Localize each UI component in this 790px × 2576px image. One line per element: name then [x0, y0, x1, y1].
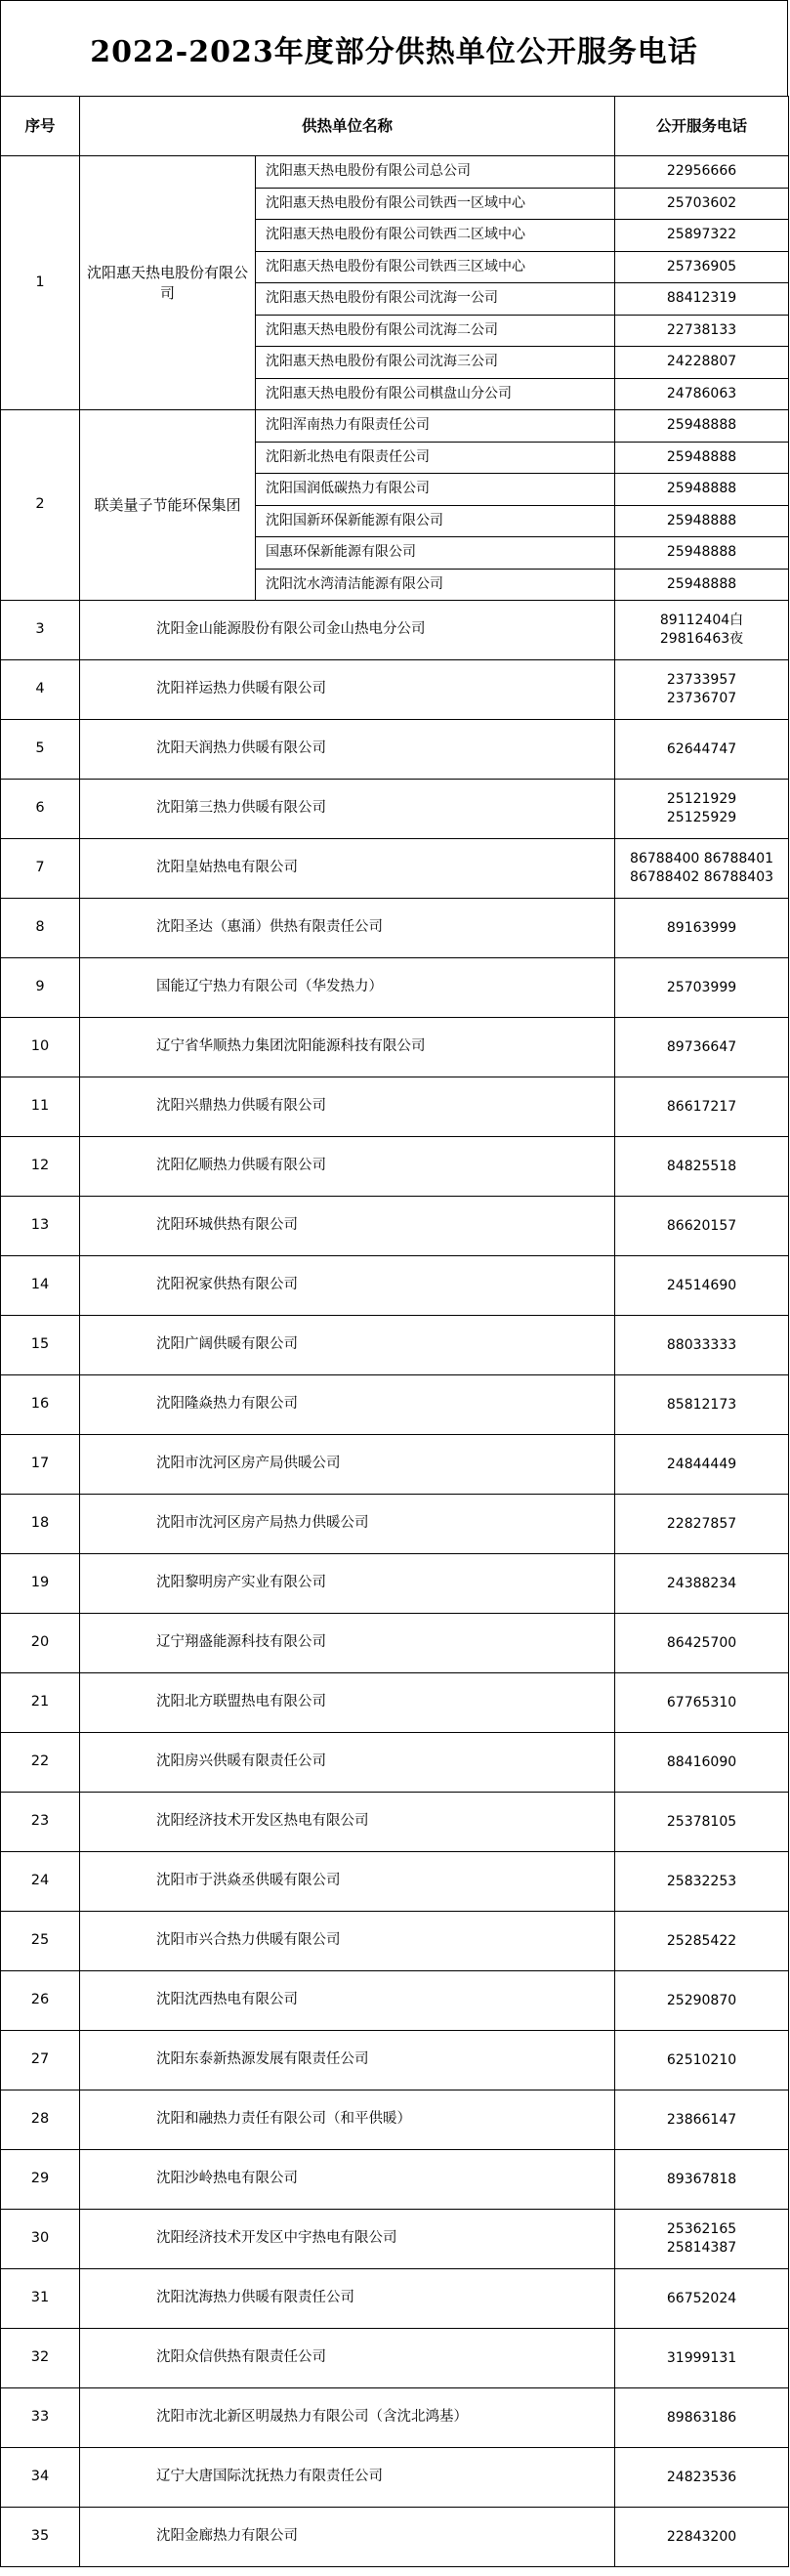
sub-unit-tel: 25897322 — [615, 220, 789, 252]
sub-unit-tel: 24228807 — [615, 347, 789, 379]
unit-name: 辽宁翔盛能源科技有限公司 — [80, 1614, 615, 1673]
unit-name: 沈阳皇姑热电有限公司 — [80, 839, 615, 899]
table-body — [1, 156, 789, 2567]
sub-unit-tel: 25948888 — [615, 505, 789, 537]
tel-number: 62644747 — [666, 740, 737, 757]
tel-number: 89367818 — [666, 2171, 737, 2187]
unit-tel — [615, 1554, 789, 1614]
row-seq: 16 — [1, 1375, 80, 1435]
tel-number: 22827857 — [666, 1515, 737, 1532]
table-row — [1, 1852, 789, 1912]
table-row — [1, 1614, 789, 1673]
row-seq: 21 — [1, 1673, 80, 1733]
tel-number: 24388234 — [666, 1575, 737, 1591]
table-row — [1, 2508, 789, 2567]
tel-number: 86620157 — [666, 1217, 737, 1234]
row-seq: 15 — [1, 1316, 80, 1375]
sub-unit-tel: 25948888 — [615, 474, 789, 506]
unit-name: 国能辽宁热力有限公司（华发热力） — [80, 958, 615, 1018]
unit-tel — [615, 1733, 789, 1793]
tel-number: 67765310 — [666, 1694, 737, 1710]
row-seq: 24 — [1, 1852, 80, 1912]
unit-tel — [615, 1852, 789, 1912]
sub-unit-tel: 25948888 — [615, 537, 789, 570]
unit-name: 沈阳经济技术开发区热电有限公司 — [80, 1793, 615, 1852]
unit-name: 沈阳沙岭热电有限公司 — [80, 2150, 615, 2210]
table-row — [1, 1375, 789, 1435]
row-seq: 2 — [1, 410, 80, 601]
sub-unit-name: 沈阳国新环保新能源有限公司 — [256, 505, 615, 537]
tel-number: 86617217 — [666, 1098, 737, 1115]
tel-number: 25285422 — [666, 1932, 737, 1949]
table-row — [1, 1435, 789, 1495]
tel-number: 29816463夜 — [659, 631, 744, 647]
sub-unit-tel: 25948888 — [615, 410, 789, 443]
unit-tel — [615, 899, 789, 958]
unit-name: 沈阳祝家供热有限公司 — [80, 1256, 615, 1316]
row-seq: 34 — [1, 2448, 80, 2508]
sub-unit-tel: 25948888 — [615, 569, 789, 601]
row-seq: 18 — [1, 1495, 80, 1554]
unit-name: 沈阳第三热力供暖有限公司 — [80, 780, 615, 839]
row-seq: 8 — [1, 899, 80, 958]
unit-tel — [615, 780, 789, 839]
unit-name: 沈阳市于洪焱丞供暖有限公司 — [80, 1852, 615, 1912]
unit-tel — [615, 958, 789, 1018]
tel-number: 89863186 — [666, 2409, 737, 2426]
unit-name: 沈阳东泰新热源发展有限责任公司 — [80, 2031, 615, 2090]
table-row — [1, 1912, 789, 1971]
unit-name: 沈阳市沈河区房产局热力供暖公司 — [80, 1495, 615, 1554]
unit-name: 沈阳北方联盟热电有限公司 — [80, 1673, 615, 1733]
tel-number: 25378105 — [666, 1813, 737, 1830]
unit-tel — [615, 2090, 789, 2150]
tel-number: 89163999 — [666, 919, 737, 936]
sub-unit-tel: 25703602 — [615, 188, 789, 220]
unit-tel — [615, 2150, 789, 2210]
unit-name: 沈阳广阔供暖有限公司 — [80, 1316, 615, 1375]
table-row — [1, 660, 789, 720]
table-row — [1, 1316, 789, 1375]
unit-tel — [615, 1435, 789, 1495]
row-seq: 3 — [1, 601, 80, 660]
sub-unit-tel: 25948888 — [615, 442, 789, 474]
unit-name: 沈阳金山能源股份有限公司金山热电分公司 — [80, 601, 615, 660]
unit-tel — [615, 1673, 789, 1733]
tel-number: 85812173 — [666, 1396, 737, 1413]
row-seq: 26 — [1, 1971, 80, 2031]
tel-number: 23733957 — [666, 672, 737, 689]
unit-tel — [615, 1971, 789, 2031]
unit-name: 沈阳圣达（惠涌）供热有限责任公司 — [80, 899, 615, 958]
tel-number: 86788402 86788403 — [630, 869, 774, 885]
sub-unit-name: 沈阳惠天热电股份有限公司棋盘山分公司 — [256, 378, 615, 410]
row-seq: 23 — [1, 1793, 80, 1852]
row-seq: 20 — [1, 1614, 80, 1673]
unit-tel — [615, 839, 789, 899]
table-row — [1, 1733, 789, 1793]
unit-name: 沈阳和融热力责任有限公司（和平供暖） — [80, 2090, 615, 2150]
unit-tel — [615, 1256, 789, 1316]
unit-name: 沈阳众信供热有限责任公司 — [80, 2329, 615, 2388]
sub-unit-tel: 24786063 — [615, 378, 789, 410]
unit-tel — [615, 660, 789, 720]
table-row — [1, 2150, 789, 2210]
row-seq: 30 — [1, 2210, 80, 2269]
table-row — [1, 1495, 789, 1554]
unit-tel — [615, 601, 789, 660]
sub-unit-tel: 22738133 — [615, 315, 789, 347]
unit-name: 沈阳兴鼎热力供暖有限公司 — [80, 1077, 615, 1137]
unit-name: 沈阳天润热力供暖有限公司 — [80, 720, 615, 780]
table-row — [1, 410, 789, 443]
row-seq: 9 — [1, 958, 80, 1018]
table-row — [1, 2210, 789, 2269]
unit-name: 沈阳环城供热有限公司 — [80, 1197, 615, 1256]
row-seq: 33 — [1, 2388, 80, 2448]
sub-unit-name: 沈阳惠天热电股份有限公司沈海二公司 — [256, 315, 615, 347]
unit-tel — [615, 1793, 789, 1852]
unit-tel — [615, 1912, 789, 1971]
header-tel: 公开服务电话 — [615, 97, 789, 156]
sub-unit-name: 沈阳惠天热电股份有限公司沈海三公司 — [256, 347, 615, 379]
tel-number: 24823536 — [666, 2469, 737, 2485]
tel-number: 88033333 — [666, 1336, 737, 1353]
row-seq: 14 — [1, 1256, 80, 1316]
unit-name: 沈阳房兴供暖有限责任公司 — [80, 1733, 615, 1793]
unit-tel — [615, 1495, 789, 1554]
row-seq: 22 — [1, 1733, 80, 1793]
tel-number: 25362165 — [666, 2221, 737, 2238]
sub-unit-name: 沈阳惠天热电股份有限公司铁西二区域中心 — [256, 220, 615, 252]
table-row — [1, 2090, 789, 2150]
table-row — [1, 839, 789, 899]
table-row — [1, 156, 789, 189]
row-seq: 27 — [1, 2031, 80, 2090]
row-seq: 35 — [1, 2508, 80, 2567]
table-row — [1, 1018, 789, 1077]
table-row — [1, 899, 789, 958]
row-seq: 11 — [1, 1077, 80, 1137]
unit-name: 沈阳亿顺热力供暖有限公司 — [80, 1137, 615, 1197]
sub-unit-name: 沈阳惠天热电股份有限公司铁西三区域中心 — [256, 251, 615, 283]
tel-number: 66752024 — [666, 2290, 737, 2306]
sub-unit-name: 沈阳国润低碳热力有限公司 — [256, 474, 615, 506]
row-seq: 29 — [1, 2150, 80, 2210]
table-row — [1, 720, 789, 780]
row-seq: 17 — [1, 1435, 80, 1495]
unit-tel — [615, 2210, 789, 2269]
row-seq: 4 — [1, 660, 80, 720]
unit-name: 沈阳市沈北新区明晟热力有限公司（含沈北鸿基） — [80, 2388, 615, 2448]
unit-tel — [615, 2329, 789, 2388]
unit-name: 沈阳市兴合热力供暖有限公司 — [80, 1912, 615, 1971]
unit-tel — [615, 2448, 789, 2508]
table-row — [1, 1554, 789, 1614]
unit-name: 沈阳市沈河区房产局供暖公司 — [80, 1435, 615, 1495]
unit-name: 辽宁省华顺热力集团沈阳能源科技有限公司 — [80, 1018, 615, 1077]
tel-number: 23866147 — [666, 2111, 737, 2128]
row-seq: 5 — [1, 720, 80, 780]
table-row — [1, 2031, 789, 2090]
tel-number: 88416090 — [666, 1753, 737, 1770]
table-row — [1, 780, 789, 839]
unit-tel — [615, 2388, 789, 2448]
unit-name: 辽宁大唐国际沈抚热力有限责任公司 — [80, 2448, 615, 2508]
row-seq: 1 — [1, 156, 80, 410]
unit-name: 沈阳隆焱热力有限公司 — [80, 1375, 615, 1435]
sub-unit-name: 沈阳新北热电有限责任公司 — [256, 442, 615, 474]
unit-tel — [615, 1316, 789, 1375]
unit-tel — [615, 1375, 789, 1435]
tel-number: 25125929 — [666, 810, 737, 825]
sub-unit-tel: 25736905 — [615, 251, 789, 283]
group-name: 沈阳惠天热电股份有限公司 — [80, 156, 256, 410]
table-row — [1, 2388, 789, 2448]
row-seq: 28 — [1, 2090, 80, 2150]
sub-unit-name: 沈阳浑南热力有限责任公司 — [256, 410, 615, 443]
row-seq: 6 — [1, 780, 80, 839]
tel-number: 25703999 — [666, 979, 737, 995]
tel-number: 89736647 — [666, 1038, 737, 1055]
unit-tel — [615, 1018, 789, 1077]
table-row — [1, 1077, 789, 1137]
tel-number: 25814387 — [666, 2240, 737, 2256]
row-seq: 32 — [1, 2329, 80, 2388]
sub-unit-name: 沈阳惠天热电股份有限公司总公司 — [256, 156, 615, 189]
page-title: 2022-2023年度部分供热单位公开服务电话 — [0, 0, 788, 97]
sub-unit-name: 沈阳惠天热电股份有限公司沈海一公司 — [256, 283, 615, 316]
table-row — [1, 958, 789, 1018]
tel-number: 31999131 — [666, 2349, 737, 2366]
table-row — [1, 1137, 789, 1197]
sub-unit-tel: 22956666 — [615, 156, 789, 189]
unit-name: 沈阳金廊热力有限公司 — [80, 2508, 615, 2567]
row-seq: 25 — [1, 1912, 80, 1971]
header-seq: 序号 — [1, 97, 80, 156]
tel-number: 24844449 — [666, 1456, 737, 1472]
sub-unit-name: 沈阳惠天热电股份有限公司铁西一区域中心 — [256, 188, 615, 220]
tel-number: 86788400 86788401 — [630, 851, 774, 867]
unit-name: 沈阳祥运热力供暖有限公司 — [80, 660, 615, 720]
tel-number: 24514690 — [666, 1277, 737, 1293]
unit-tel — [615, 2031, 789, 2090]
table-row — [1, 1673, 789, 1733]
unit-name: 沈阳经济技术开发区中宇热电有限公司 — [80, 2210, 615, 2269]
tel-number: 84825518 — [666, 1158, 737, 1174]
tel-number: 22843200 — [666, 2528, 737, 2545]
tel-number: 25121929 — [666, 791, 737, 808]
row-seq: 19 — [1, 1554, 80, 1614]
row-seq: 7 — [1, 839, 80, 899]
sub-unit-name: 沈阳沈水湾清洁能源有限公司 — [256, 569, 615, 601]
unit-tel — [615, 2269, 789, 2329]
unit-tel — [615, 1077, 789, 1137]
sub-unit-tel: 88412319 — [615, 283, 789, 316]
unit-tel — [615, 720, 789, 780]
table-row — [1, 2448, 789, 2508]
row-seq: 10 — [1, 1018, 80, 1077]
header-unit: 供热单位名称 — [80, 97, 615, 156]
table-row — [1, 2329, 789, 2388]
tel-number: 23736707 — [666, 691, 737, 706]
tel-number: 25832253 — [666, 1873, 737, 1889]
table-row — [1, 1971, 789, 2031]
group-name: 联美量子节能环保集团 — [80, 410, 256, 601]
table-header-row — [1, 97, 789, 156]
sub-unit-name: 国惠环保新能源有限公司 — [256, 537, 615, 570]
unit-tel — [615, 2508, 789, 2567]
table-row — [1, 1256, 789, 1316]
row-seq: 12 — [1, 1137, 80, 1197]
unit-name: 沈阳沈海热力供暖有限责任公司 — [80, 2269, 615, 2329]
table-row — [1, 2269, 789, 2329]
tel-number: 25290870 — [666, 1992, 737, 2008]
row-seq: 13 — [1, 1197, 80, 1256]
unit-tel — [615, 1197, 789, 1256]
table-row — [1, 601, 789, 660]
tel-number: 89112404白 — [659, 612, 744, 629]
unit-tel — [615, 1137, 789, 1197]
unit-name: 沈阳沈西热电有限公司 — [80, 1971, 615, 2031]
tel-number: 62510210 — [666, 2051, 737, 2068]
row-seq: 31 — [1, 2269, 80, 2329]
tel-number: 86425700 — [666, 1634, 737, 1651]
table-row — [1, 1197, 789, 1256]
unit-name: 沈阳黎明房产实业有限公司 — [80, 1554, 615, 1614]
table-row — [1, 1793, 789, 1852]
unit-tel — [615, 1614, 789, 1673]
heating-units-table — [0, 96, 789, 2567]
